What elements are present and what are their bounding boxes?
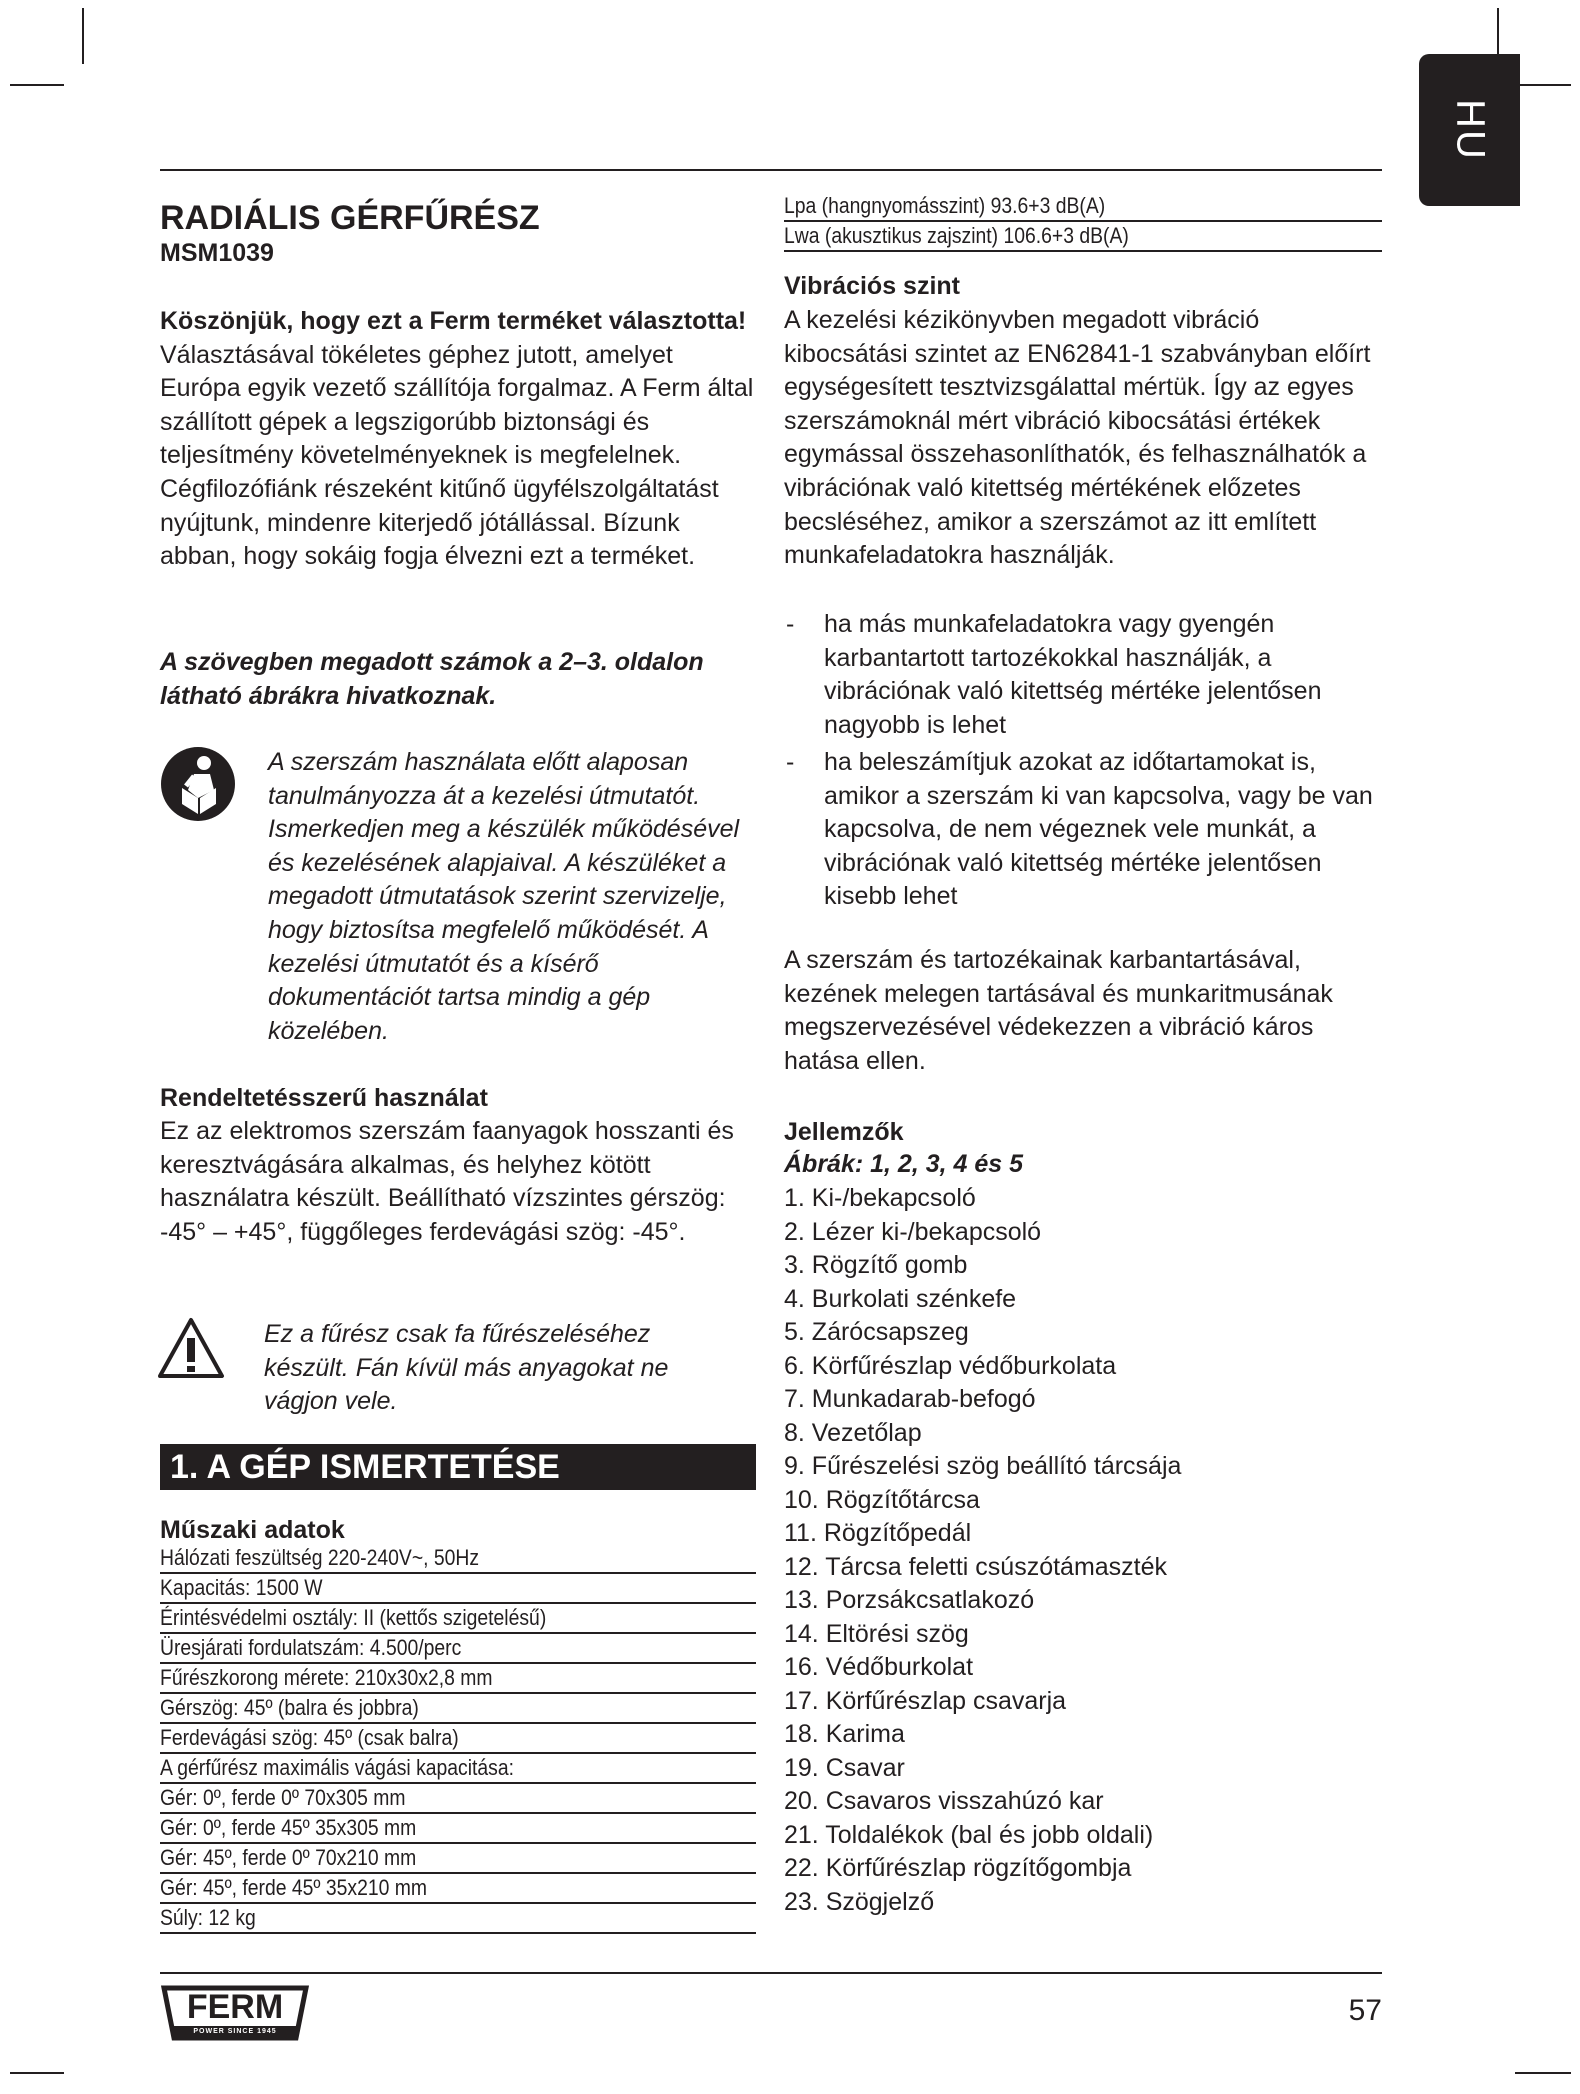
tech-row-text: Fűrészkorong mérete: 210x30x2,8 mm (160, 1665, 493, 1690)
section-heading: 1. A GÉP ISMERTETÉSE (160, 1444, 756, 1490)
crop-mark (10, 84, 64, 86)
warning-icon (156, 1316, 226, 1380)
read-manual-icon (160, 746, 236, 822)
feature-item: 2. Lézer ki-/bekapcsoló (784, 1217, 1042, 1246)
intro-text: Választásával tökéletes géphez jutott, amelyet Európa egyik vezető szállítója forgalmaz. A Ferm által szállított gépek a legszigorúbb biztonsági és teljesítmény követelményeknek is megfelelnek. Cégfilozófiánk részeként kitűnő ügyfélszolgáltatást nyújtunk, mindenre kiterjedő jótállással. Bízunk abban, hogy sokáig fogja élvezni ezt a terméket. (160, 340, 754, 571)
bullet-mark: - (786, 610, 795, 638)
vibration-bullet: ha beleszámítjuk azokat az időtartamokat is, amikor a szerszám ki van kapcsolva, vagy be van kapcsolva, de nem végeznek vele munkát, a vibrációnak való kitettség mértéke jelentősen kisebb lehet (824, 748, 1373, 911)
tech-row-text: Üresjárati fordulatszám: 4.500/perc (160, 1635, 462, 1660)
feature-item: 12. Tárcsa feletti csúszótámaszték (784, 1552, 1168, 1581)
ferm-logo (160, 1984, 310, 2042)
feature-item: 8. Vezetőlap (784, 1418, 922, 1447)
crop-mark (1515, 84, 1571, 86)
tech-row (160, 1724, 756, 1754)
bullet-mark: - (786, 748, 795, 776)
tech-heading: Műszaki adatok (160, 1516, 345, 1544)
logo-tagline: POWER SINCE 1945 (193, 2028, 277, 2035)
tech-row-text: Gér: 45º, ferde 0º 70x210 mm (160, 1845, 417, 1870)
intro-paragraph (160, 305, 760, 574)
footer-rule (160, 1972, 1382, 1974)
figures-note: A szövegben megadott számok a 2–3. oldalon látható ábrákra hivatkoznak. (160, 648, 704, 710)
feature-item: 10. Rögzítőtárcsa (784, 1485, 980, 1514)
features-heading: Jellemzők (784, 1118, 904, 1146)
feature-item: 22. Körfűrészlap rögzítőgombja (784, 1854, 1132, 1882)
crop-mark (82, 8, 84, 64)
vibration-bullet: ha más munkafeladatokra vagy gyengén karbantartott tartozékokkal használják, a vibrációnak való kitettség mértéke jelentősen nagyobb is lehet (824, 610, 1322, 739)
model-number: MSM1039 (160, 239, 274, 267)
crop-mark (10, 2072, 64, 2074)
feature-item: 9. Fűrészelési szög beállító tárcsája (784, 1452, 1182, 1480)
feature-item: 23. Szögjelző (784, 1887, 935, 1916)
vibration-protect: A szerszám és tartozékainak karbantartásával, kezének melegen tartásával és munkaritmusának megszervezésével védekezzen a vibráció káros hatása ellen. (784, 946, 1333, 1075)
feature-item: 5. Zárócsapszeg (784, 1318, 969, 1346)
feature-item: 18. Karima (784, 1720, 905, 1748)
tech-row-text: Súly: 12 kg (160, 1905, 256, 1930)
tech-row-text: Kapacitás: 1500 W (160, 1575, 323, 1600)
tech-row-text: Hálózati feszültség 220-240V~, 50Hz (160, 1545, 480, 1570)
tech-row (160, 1664, 756, 1694)
feature-item: 13. Porzsákcsatlakozó (784, 1586, 1035, 1614)
tech-row (160, 1604, 756, 1634)
noise-row (784, 192, 1382, 222)
noise-row-text: Lwa (akusztikus zajszint) 106.6+3 dB(A) (784, 223, 1129, 248)
intended-use-text: Ez az elektromos szerszám faanyagok hosszanti és keresztvágására alkalmas, és helyhez kötött használatra készült. Beállítható vízszintes gérszög: -45° – +45°, függőleges ferdevágási szög: -45°. (160, 1117, 734, 1246)
tech-row (160, 1784, 756, 1814)
language-tab-label: HU (1448, 99, 1492, 161)
warning-text: Ez a fűrész csak fa fűrészeléséhez készült. Fán kívül más anyagokat ne vágjon vele. (264, 1320, 669, 1416)
tech-row (160, 1814, 756, 1844)
vibration-text: A kezelési kézikönyvben megadott vibráció kibocsátási szintet az EN62841-1 szabványban előírt egységesített tesztvizsgálattal mértük. Így az egyes szerszámoknál mért vibráció kibocsátási értékek egymással összehasonlíthatók, és felhasználhatók a vibrációnak való kitettség mértékének előzetes becsléséhez, amikor a szerszámot az itt említett munkafeladatokra használják. (784, 306, 1371, 570)
feature-item: 20. Csavaros visszahúzó kar (784, 1787, 1104, 1815)
feature-item: 14. Eltörési szög (784, 1619, 969, 1648)
noise-row-text: Lpa (hangnyomásszint) 93.6+3 dB(A) (784, 193, 1106, 218)
intended-use-heading: Rendeltetésszerű használat (160, 1084, 488, 1112)
tech-row-text: Érintésvédelmi osztály: II (kettős szigetelésű) (160, 1605, 547, 1630)
tech-row (160, 1574, 756, 1604)
feature-item: 21. Toldalékok (bal és jobb oldali) (784, 1820, 1154, 1849)
tech-row-text: Gér: 0º, ferde 45º 35x305 mm (160, 1815, 417, 1840)
feature-item: 7. Munkadarab-befogó (784, 1385, 1036, 1413)
page-title: RADIÁLIS GÉRFŰRÉSZ (160, 199, 540, 237)
tech-row (160, 1634, 756, 1664)
crop-mark (1515, 2072, 1571, 2074)
feature-item: 1. Ki-/bekapcsoló (784, 1184, 976, 1212)
tech-row-text: Gér: 0º, ferde 0º 70x305 mm (160, 1785, 406, 1810)
language-tab (1419, 54, 1520, 206)
noise-row (784, 222, 1382, 252)
feature-item: 19. Csavar (784, 1753, 905, 1782)
logo-text: FERM (186, 1988, 284, 2026)
top-rule (160, 169, 1382, 171)
manual-notice: A szerszám használata előtt alaposan tanulmányozza át a kezelési útmutatót. Ismerkedjen meg a készülék működésével és kezelésének alapjaival. A készüléket a megadott útmutatások szerint szervizelje, hogy biztosítsa megfelelő működését. A kezelési útmutatót és a kísérő dokumentációt tartsa mindig a gép közelében. (268, 748, 740, 1045)
tech-row-text: A gérfűrész maximális vágási kapacitása: (160, 1755, 515, 1780)
features-figures: Ábrák: 1, 2, 3, 4 és 5 (784, 1150, 1024, 1178)
tech-row (160, 1874, 756, 1904)
feature-item: 4. Burkolati szénkefe (784, 1284, 1017, 1313)
tech-row-text: Ferdevágási szög: 45º (csak balra) (160, 1725, 459, 1750)
feature-item: 3. Rögzítő gomb (784, 1251, 968, 1279)
tech-row (160, 1904, 756, 1934)
page-number: 57 (1348, 1994, 1382, 2027)
feature-item: 16. Védőburkolat (784, 1653, 974, 1681)
feature-item: 6. Körfűrészlap védőburkolata (784, 1351, 1117, 1380)
vibration-heading: Vibrációs szint (784, 272, 960, 300)
tech-row (160, 1694, 756, 1724)
tech-row (160, 1754, 756, 1784)
feature-item: 11. Rögzítőpedál (784, 1519, 972, 1547)
intro-thanks: Köszönjük, hogy ezt a Ferm terméket választotta! (160, 307, 747, 335)
feature-item: 17. Körfűrészlap csavarja (784, 1686, 1067, 1715)
tech-row-text: Gér: 45º, ferde 45º 35x210 mm (160, 1875, 428, 1900)
tech-row (160, 1844, 756, 1874)
tech-row (160, 1544, 756, 1574)
tech-row-text: Gérszög: 45º (balra és jobbra) (160, 1695, 419, 1720)
